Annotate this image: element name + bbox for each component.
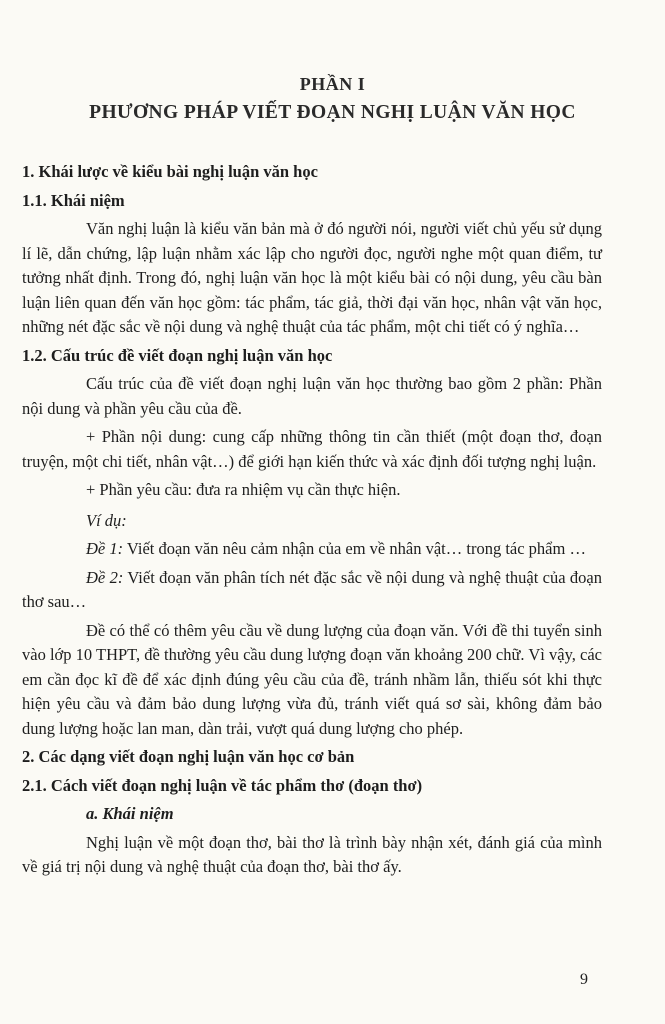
structure-paragraph: Cấu trúc của đề viết đoạn nghị luận văn học thường bao gồm 2 phần: Phần nội dung và phần yêu cầu của đề. <box>22 374 602 418</box>
example-1 <box>22 537 602 562</box>
example-2-label: Đề 2: <box>86 567 124 587</box>
section-1-heading: 1. Khái lược về kiểu bài nghị luận văn học <box>22 162 318 181</box>
example-2-text: Viết đoạn văn phân tích nét đặc sắc về nội dung và nghệ thuật của đoạn thơ sau… <box>22 567 602 611</box>
section-1-1-paragraph: Văn nghị luận là kiểu văn bản mà ở đó người nói, người viết chủ yếu sử dụng lí lẽ, dẫn chứng, lập luận nhằm xác lập cho người đọc, người nghe một quan điểm, tư tưởng nhất định. Trong đó, nghị luận văn học là một kiểu bài có nội dung, yêu cầu bàn luận liên quan đến văn học gồm: tác phẩm, tác giả, thời đại văn học, nhân vật văn học, những nét đặc sắc về nội dung và nghệ thuật của tác phẩm, một chi tiết có ý nghĩa… <box>22 219 602 336</box>
section-1-2-heading: 1.2. Cấu trúc đề viết đoạn nghị luận văn học <box>22 345 333 365</box>
section-1-1-heading: 1.1. Khái niệm <box>22 190 125 210</box>
length-requirement-paragraph: Đề có thể có thêm yêu cầu về dung lượng của đoạn văn. Với đề thi tuyển sinh vào lớp 10 THPT, đề thường yêu cầu dung lượng đoạn văn khoảng 200 chữ. Vì vậy, các em cần đọc kĩ đề để xác định đúng yêu cầu của đề, tránh nhầm lẫn, thiếu sót khi thực hiện yêu cầu và đảm bảo dung lượng vừa đủ, tránh viết quá sơ sài, không đảm bảo dung lượng hoặc lan man, dàn trải, vượt quá dung lượng cho phép. <box>22 620 602 738</box>
section-2-1-a-paragraph: Nghị luận về một đoạn thơ, bài thơ là trình bày nhận xét, đánh giá của mình về giá trị nội dung và nghệ thuật của đoạn thơ, bài thơ ấy. <box>22 832 602 876</box>
section-2-1-a-heading: a. Khái niệm <box>86 804 174 823</box>
requirement-part-paragraph: + Phần yêu cầu: đưa ra nhiệm vụ cần thực hiện. <box>86 480 401 499</box>
section-2-1-heading: 2.1. Cách viết đoạn nghị luận về tác phẩm thơ (đoạn thơ) <box>22 775 423 795</box>
example-label: Ví dụ: <box>86 510 127 530</box>
part-label: PHẦN I <box>299 74 366 94</box>
example-1-text: Viết đoạn văn nêu cảm nhận của em về nhân vật… trong tác phẩm … <box>123 539 586 558</box>
body-text <box>22 160 602 884</box>
part-title: PHƯƠNG PHÁP VIẾT ĐOẠN NGHỊ LUẬN VĂN HỌC <box>89 102 576 123</box>
page-number: 9 <box>580 971 588 988</box>
example-1-label: Đề 1: <box>86 539 124 558</box>
section-2-heading: 2. Các dạng viết đoạn nghị luận văn học cơ bản <box>22 747 355 766</box>
content-part-paragraph: + Phần nội dung: cung cấp những thông tin cần thiết (một đoạn thơ, đoạn truyện, một chi tiết, nhân vật…) để giới hạn kiến thức và xác định đối tượng nghị luận. <box>22 427 602 471</box>
example-2 <box>22 566 602 615</box>
